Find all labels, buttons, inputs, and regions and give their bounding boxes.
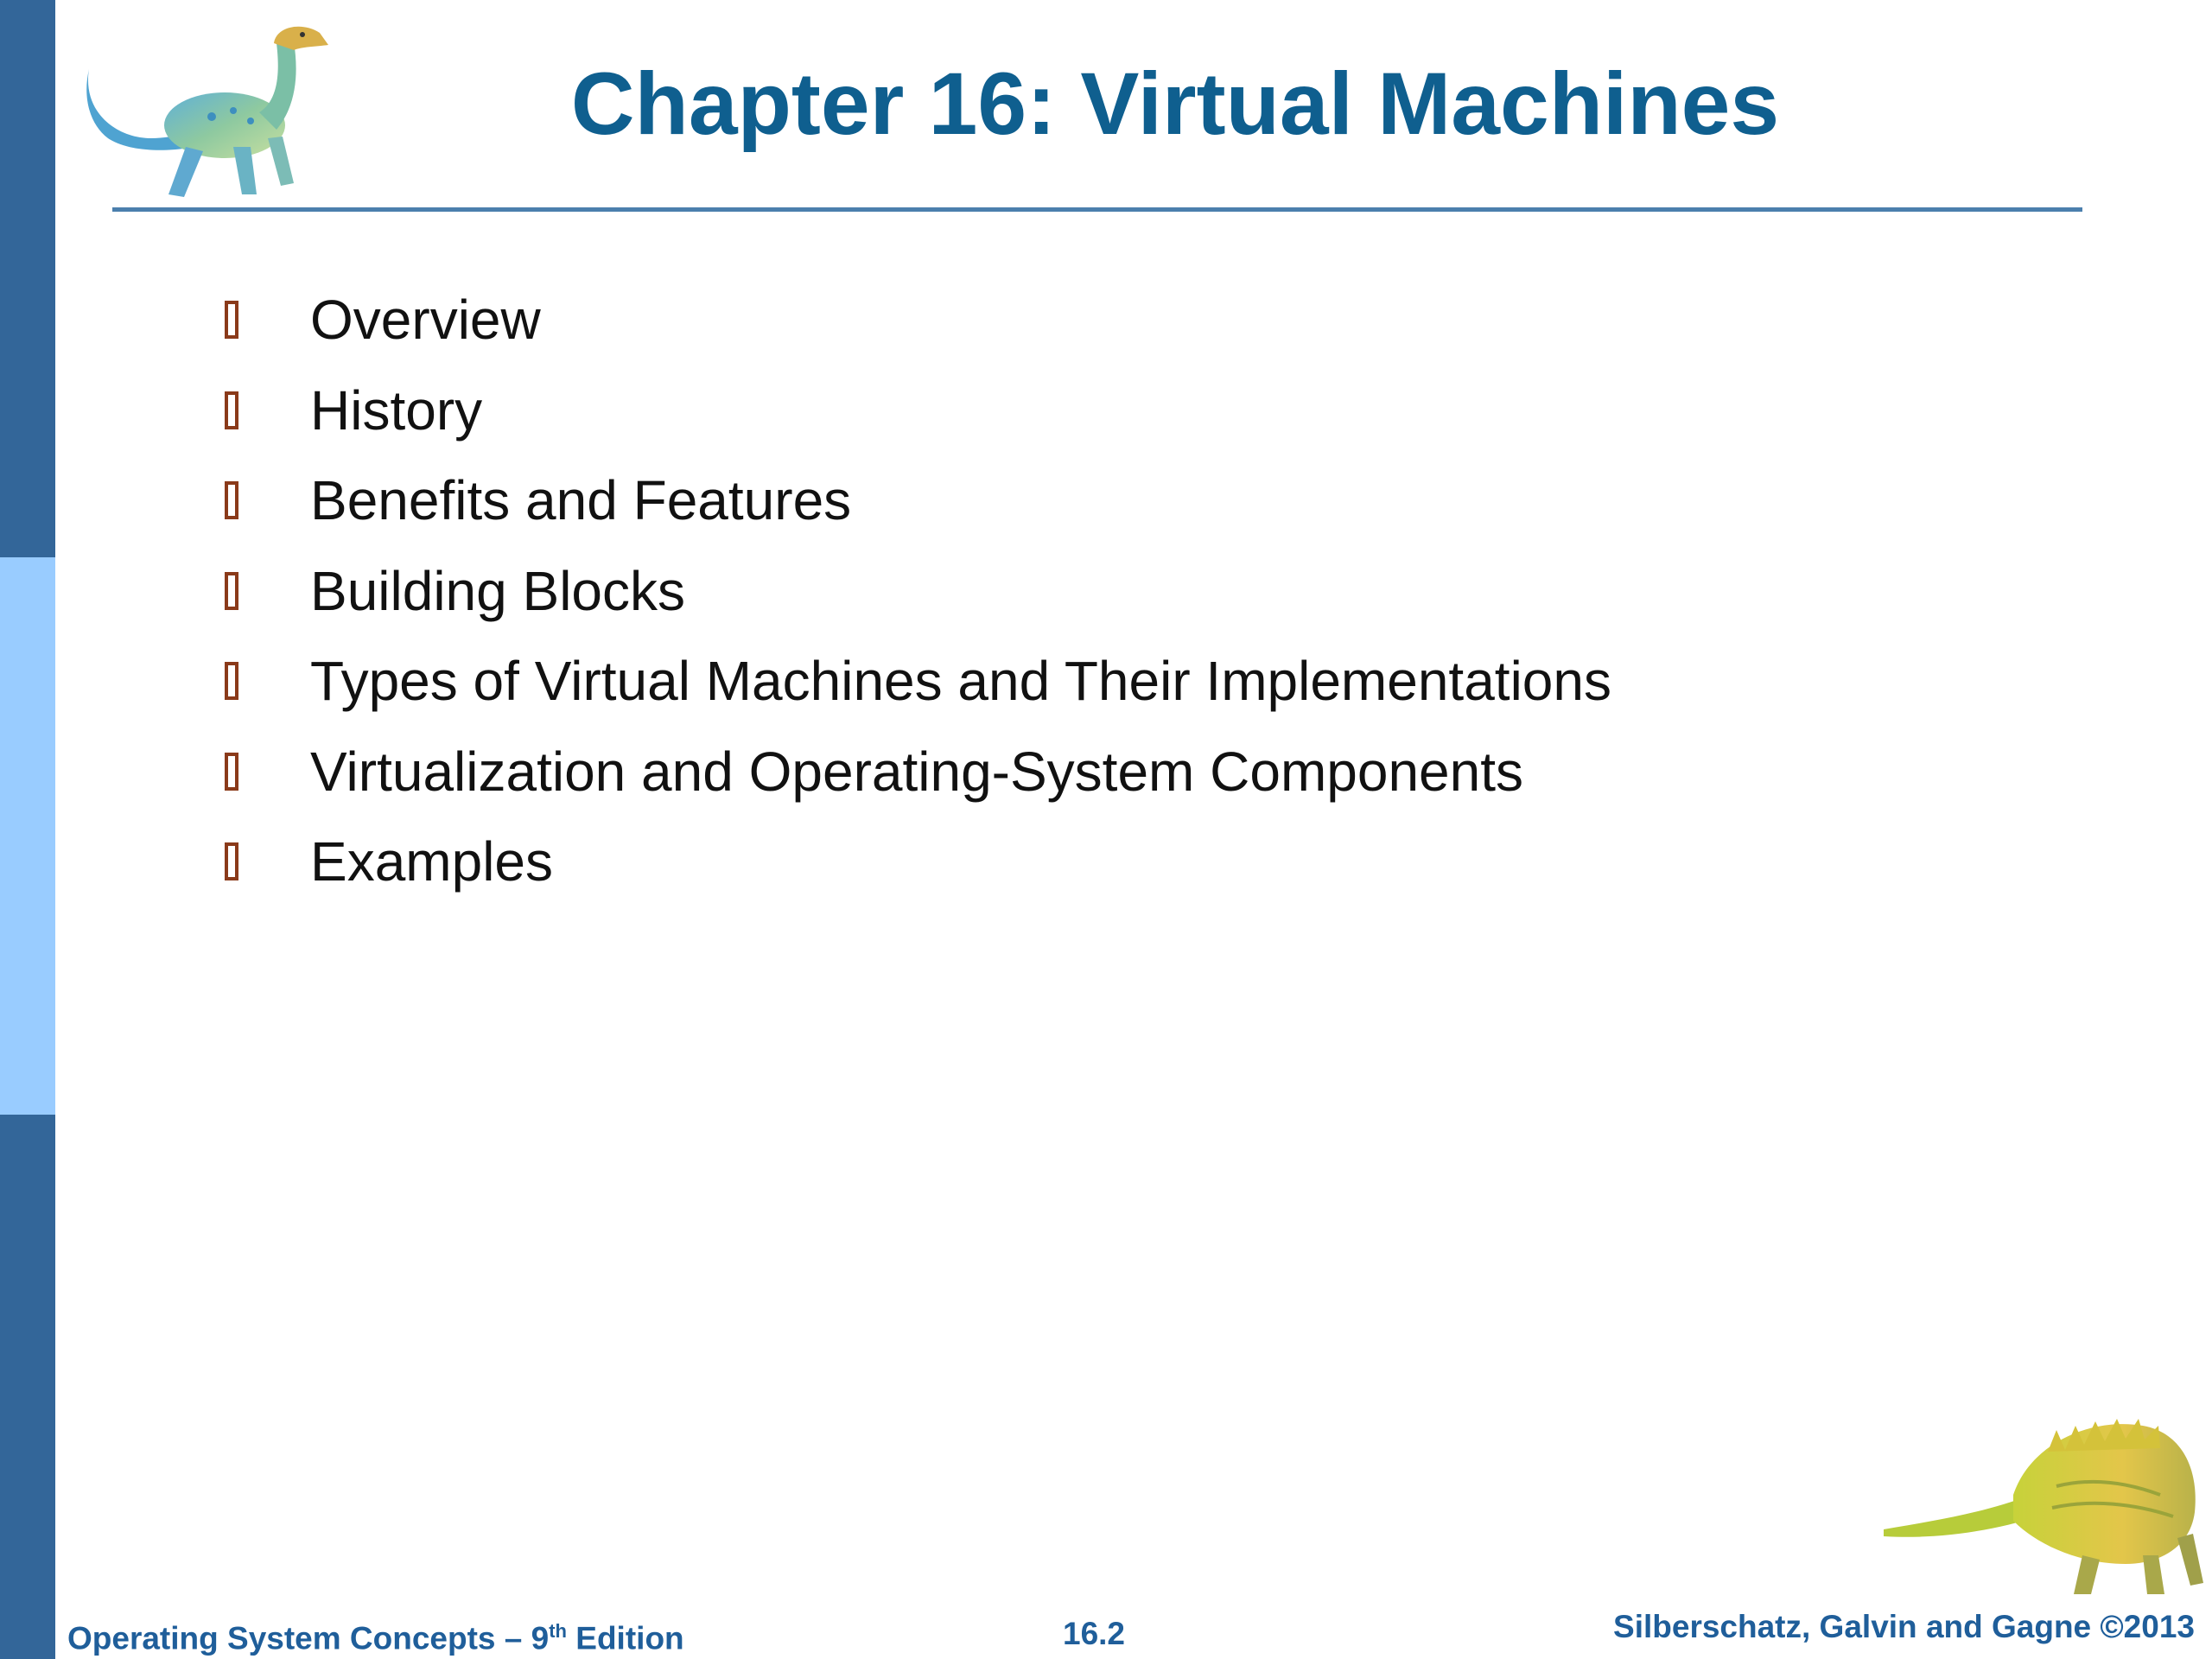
slide-title: Chapter 16: Virtual Machines [570,54,1780,153]
title-divider [112,207,2082,212]
bullet-text: History [310,378,483,442]
footer-book-title [67,1620,684,1656]
page-number: 16.2 [1063,1616,1126,1651]
list-item [225,546,1611,637]
hollow-square-bullet-icon [225,753,238,791]
bullet-list [225,275,1611,907]
list-item [225,365,1611,456]
bullet-text: Examples [310,830,553,893]
hollow-square-bullet-icon [225,662,238,700]
list-item [225,817,1611,907]
dinosaur-crawling-icon [1884,1391,2203,1599]
footer-book-prefix: Operating System Concepts – 9 [67,1620,550,1656]
list-item [225,636,1611,727]
list-item [225,727,1611,817]
bullet-text: Building Blocks [310,559,685,622]
hollow-square-bullet-icon [225,842,238,880]
list-item [225,275,1611,365]
bullet-text: Overview [310,289,541,352]
sidebar-light-middle [0,557,55,1115]
hollow-square-bullet-icon [225,481,238,519]
sidebar-dark-top [0,0,55,557]
hollow-square-bullet-icon [225,391,238,429]
footer-book-suffix: Edition [567,1620,684,1656]
hollow-square-bullet-icon [225,301,238,339]
bullet-text: Types of Virtual Machines and Their Implementations [310,650,1611,713]
list-item [225,455,1611,546]
hollow-square-bullet-icon [225,572,238,610]
footer-copyright: Silberschatz, Galvin and Gagne ©2013 [1613,1609,2195,1644]
dinosaur-logo-icon [82,17,341,207]
footer-book-superscript: th [549,1620,567,1642]
bullet-text: Virtualization and Operating-System Components [310,740,1523,803]
bullet-text: Benefits and Features [310,469,852,532]
sidebar-dark-bottom [0,1115,55,1659]
